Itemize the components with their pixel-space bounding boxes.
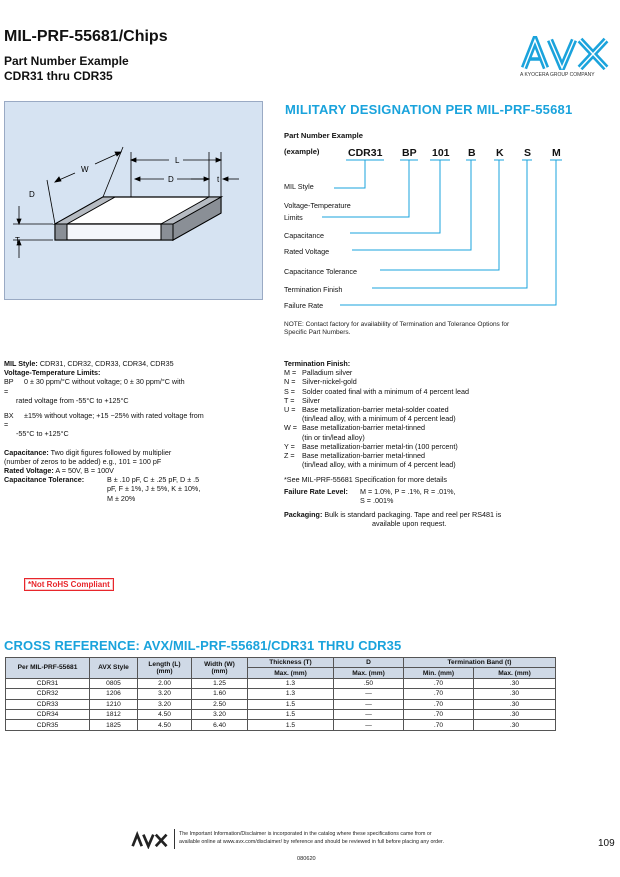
- avx-logo: [520, 36, 612, 78]
- table-cell: CDR31: [6, 678, 90, 688]
- not-rohs-compliant-badge: *Not RoHS Compliant: [24, 578, 114, 591]
- table-cell: 2.50: [192, 699, 248, 709]
- table-cell: 1.3: [248, 678, 334, 688]
- col-termination-band: Termination Band (t): [404, 658, 556, 668]
- table-cell: .50: [334, 678, 404, 688]
- table-cell: —: [334, 689, 404, 699]
- part-cdr31: CDR31: [348, 147, 383, 159]
- page-title: MIL-PRF-55681/Chips: [4, 28, 168, 45]
- table-cell: 1.25: [192, 678, 248, 688]
- voltage-temperature-label: Voltage-Temperature Limits:: [4, 368, 101, 378]
- table-cell: .30: [474, 678, 556, 688]
- table-cell: 2.00: [138, 678, 192, 688]
- example-paren-label: (example): [284, 147, 320, 156]
- table-cell: 0805: [90, 678, 138, 688]
- termination-finish-list: [284, 368, 584, 469]
- field-rated-voltage: Rated Voltage: [284, 247, 330, 256]
- bp-item: BP = 0 ± 30 ppm/°C without voltage; 0 ± 30 ppm/°C with: [4, 377, 185, 396]
- table-cell: .70: [404, 699, 474, 709]
- chip-dimension-diagram: [4, 101, 263, 300]
- table-cell: 1812: [90, 709, 138, 719]
- table-cell: 1.60: [192, 689, 248, 699]
- table-cell: —: [334, 720, 404, 730]
- table-cell: CDR35: [6, 720, 90, 730]
- col-d: D: [334, 658, 404, 668]
- termination-finish-item: Z = Base metallization-barrier metal-tinned: [284, 451, 426, 461]
- capacitance-line: Capacitance: Two digit figures followed by multiplier: [4, 447, 172, 457]
- avx-logo-mark: [520, 36, 612, 70]
- chip-drawing: [5, 102, 264, 301]
- left-spec-block: [4, 359, 266, 503]
- termination-finish-item: Y = Base metallization-barrier metal-tin (100 percent): [284, 441, 458, 451]
- table-cell: 3.20: [192, 709, 248, 719]
- table-cell: .30: [474, 709, 556, 719]
- footer-code: 080620: [297, 856, 316, 862]
- capacitance-line2: (number of zeros to be added) e.g., 101 = 100 pF: [4, 456, 162, 466]
- rated-voltage-line: Rated Voltage: A = 50V, B = 100V: [4, 466, 114, 476]
- part-k: K: [496, 147, 504, 159]
- part-101: 101: [432, 147, 450, 159]
- bx-item: BX = ±15% without voltage; +15 −25% with rated voltage from: [4, 411, 204, 430]
- label-T: T: [15, 236, 20, 245]
- table-cell: CDR32: [6, 689, 90, 699]
- label-L: L: [175, 156, 180, 165]
- termination-finish-label: Termination Finish:: [284, 359, 351, 368]
- see-spec-note: *See MIL-PRF-55681 Specification for more details: [284, 475, 447, 485]
- footer-divider: [174, 829, 175, 849]
- table-cell: CDR34: [6, 709, 90, 719]
- mil-style-line: MIL Style: CDR31, CDR32, CDR33, CDR34, CDR35: [4, 359, 174, 368]
- table-cell: CDR33: [6, 699, 90, 709]
- table-cell: 1825: [90, 720, 138, 730]
- part-s: S: [524, 147, 532, 159]
- table-cell: 1.5: [248, 699, 334, 709]
- table-row: [6, 720, 556, 730]
- subtitle-part-number-example: Part Number Example: [4, 54, 129, 68]
- cross-reference-title: CROSS REFERENCE: AVX/MIL-PRF-55681/CDR31 THRU CDR35: [4, 638, 402, 653]
- table-cell: 4.50: [138, 720, 192, 730]
- bx-line2: -55°C to +125°C: [16, 429, 69, 439]
- packaging-line: Packaging: Bulk is standard packaging. Tape and reel per RS481 is: [284, 510, 502, 520]
- table-cell: .30: [474, 699, 556, 709]
- table-cell: 3.20: [138, 689, 192, 699]
- col-d-max: Max. (mm): [334, 668, 404, 678]
- termination-finish-item: W = Base metallization-barrier metal-tinned: [284, 423, 426, 433]
- label-D-small: D: [29, 190, 35, 199]
- termination-finish-item: U = Base metallization-barrier metal-solder coated: [284, 405, 449, 415]
- col-width: Width (W) (mm): [192, 658, 248, 679]
- table-cell: 1.3: [248, 689, 334, 699]
- field-failure-rate: Failure Rate: [284, 301, 324, 310]
- table-cell: .30: [474, 689, 556, 699]
- footer-avx-logo-mark: [131, 831, 169, 849]
- military-designation-title: MILITARY DESIGNATION PER MIL-PRF-55681: [285, 102, 573, 117]
- table-cell: —: [334, 709, 404, 719]
- cross-reference-rows: [6, 678, 556, 730]
- field-termination-finish: Termination Finish: [284, 285, 343, 294]
- label-W: W: [81, 165, 89, 174]
- table-cell: .70: [404, 689, 474, 699]
- termination-finish-item: S = Solder coated final with a minimum of 4 percent lead: [284, 386, 469, 396]
- table-row: [6, 699, 556, 709]
- table-cell: 1210: [90, 699, 138, 709]
- col-per-mil: Per MIL-PRF-55681: [6, 658, 90, 679]
- col-length: Length (L) (mm): [138, 658, 192, 679]
- table-cell: —: [334, 699, 404, 709]
- field-capacitance: Capacitance: [284, 231, 324, 240]
- part-b: B: [468, 147, 476, 159]
- table-cell: .30: [474, 720, 556, 730]
- cross-reference-table: [5, 657, 556, 731]
- col-thickness-max: Max. (mm): [248, 668, 334, 678]
- field-voltage-temperature: Voltage-Temperature: [284, 201, 351, 210]
- page-number: 109: [598, 838, 615, 849]
- table-cell: 6.40: [192, 720, 248, 730]
- packaging-line2: available upon request.: [372, 519, 447, 529]
- termination-finish-item: (tin or tin/lead alloy): [302, 432, 365, 442]
- part-bp: BP: [402, 147, 417, 159]
- field-limits: Limits: [284, 213, 303, 222]
- label-D: D: [168, 175, 174, 184]
- col-avx-style: AVX Style: [90, 658, 138, 679]
- termination-finish-item: N = Silver-nickel-gold: [284, 377, 357, 387]
- table-cell: .70: [404, 709, 474, 719]
- table-row: [6, 709, 556, 719]
- termination-finish-item: (tin/lead alloy, with a minimum of 4 percent lead): [302, 414, 456, 424]
- right-spec-block: [284, 359, 584, 528]
- col-thickness: Thickness (T): [248, 658, 334, 668]
- footer-avx-logo: [131, 831, 169, 849]
- table-cell: .70: [404, 720, 474, 730]
- termination-finish-item: (tin/lead alloy, with a minimum of 4 percent lead): [302, 460, 456, 470]
- table-row: [6, 678, 556, 688]
- col-band-min: Min. (mm): [404, 668, 474, 678]
- subtitle-range: CDR31 thru CDR35: [4, 69, 113, 83]
- table-cell: 1.5: [248, 720, 334, 730]
- table-cell: 3.20: [138, 699, 192, 709]
- footer-disclaimer: The Important Information/Disclaimer is incorporated in the catalog where these specifications came from or available online at www.avx.com/disclaimer/ by reference and should be reviewed in full before placing any order.: [179, 831, 444, 845]
- termination-finish-item: T = Silver: [284, 395, 320, 405]
- field-capacitance-tolerance: Capacitance Tolerance: [284, 267, 357, 276]
- logo-tagline: A KYOCERA GROUP COMPANY: [520, 72, 595, 78]
- table-cell: 1206: [90, 689, 138, 699]
- part-m: M: [552, 147, 561, 159]
- label-t: t: [217, 175, 220, 184]
- part-number-example-label: Part Number Example: [284, 131, 363, 140]
- table-cell: 4.50: [138, 709, 192, 719]
- table-cell: 1.5: [248, 709, 334, 719]
- field-mil-style: MIL Style: [284, 182, 314, 191]
- table-row: [6, 689, 556, 699]
- bp-line2: rated voltage from -55°C to +125°C: [16, 395, 129, 405]
- col-band-max: Max. (mm): [474, 668, 556, 678]
- part-number-breakdown: [282, 125, 582, 310]
- termination-finish-item: M = Palladium silver: [284, 368, 353, 378]
- availability-note: NOTE: Contact factory for availability of Termination and Tolerance Options for Specific Part Numbers.: [284, 321, 510, 336]
- capacitance-tolerance-block: Capacitance Tolerance: B ± .10 pF, C ± .25 pF, D ± .5 pF, F ± 1%, J ± 5%, K ± 10%, M ± 20%: [4, 475, 201, 503]
- failure-rate-block: Failure Rate Level: M = 1.0%, P = .1%, R = .01%, S = .001%: [284, 486, 456, 505]
- table-cell: .70: [404, 678, 474, 688]
